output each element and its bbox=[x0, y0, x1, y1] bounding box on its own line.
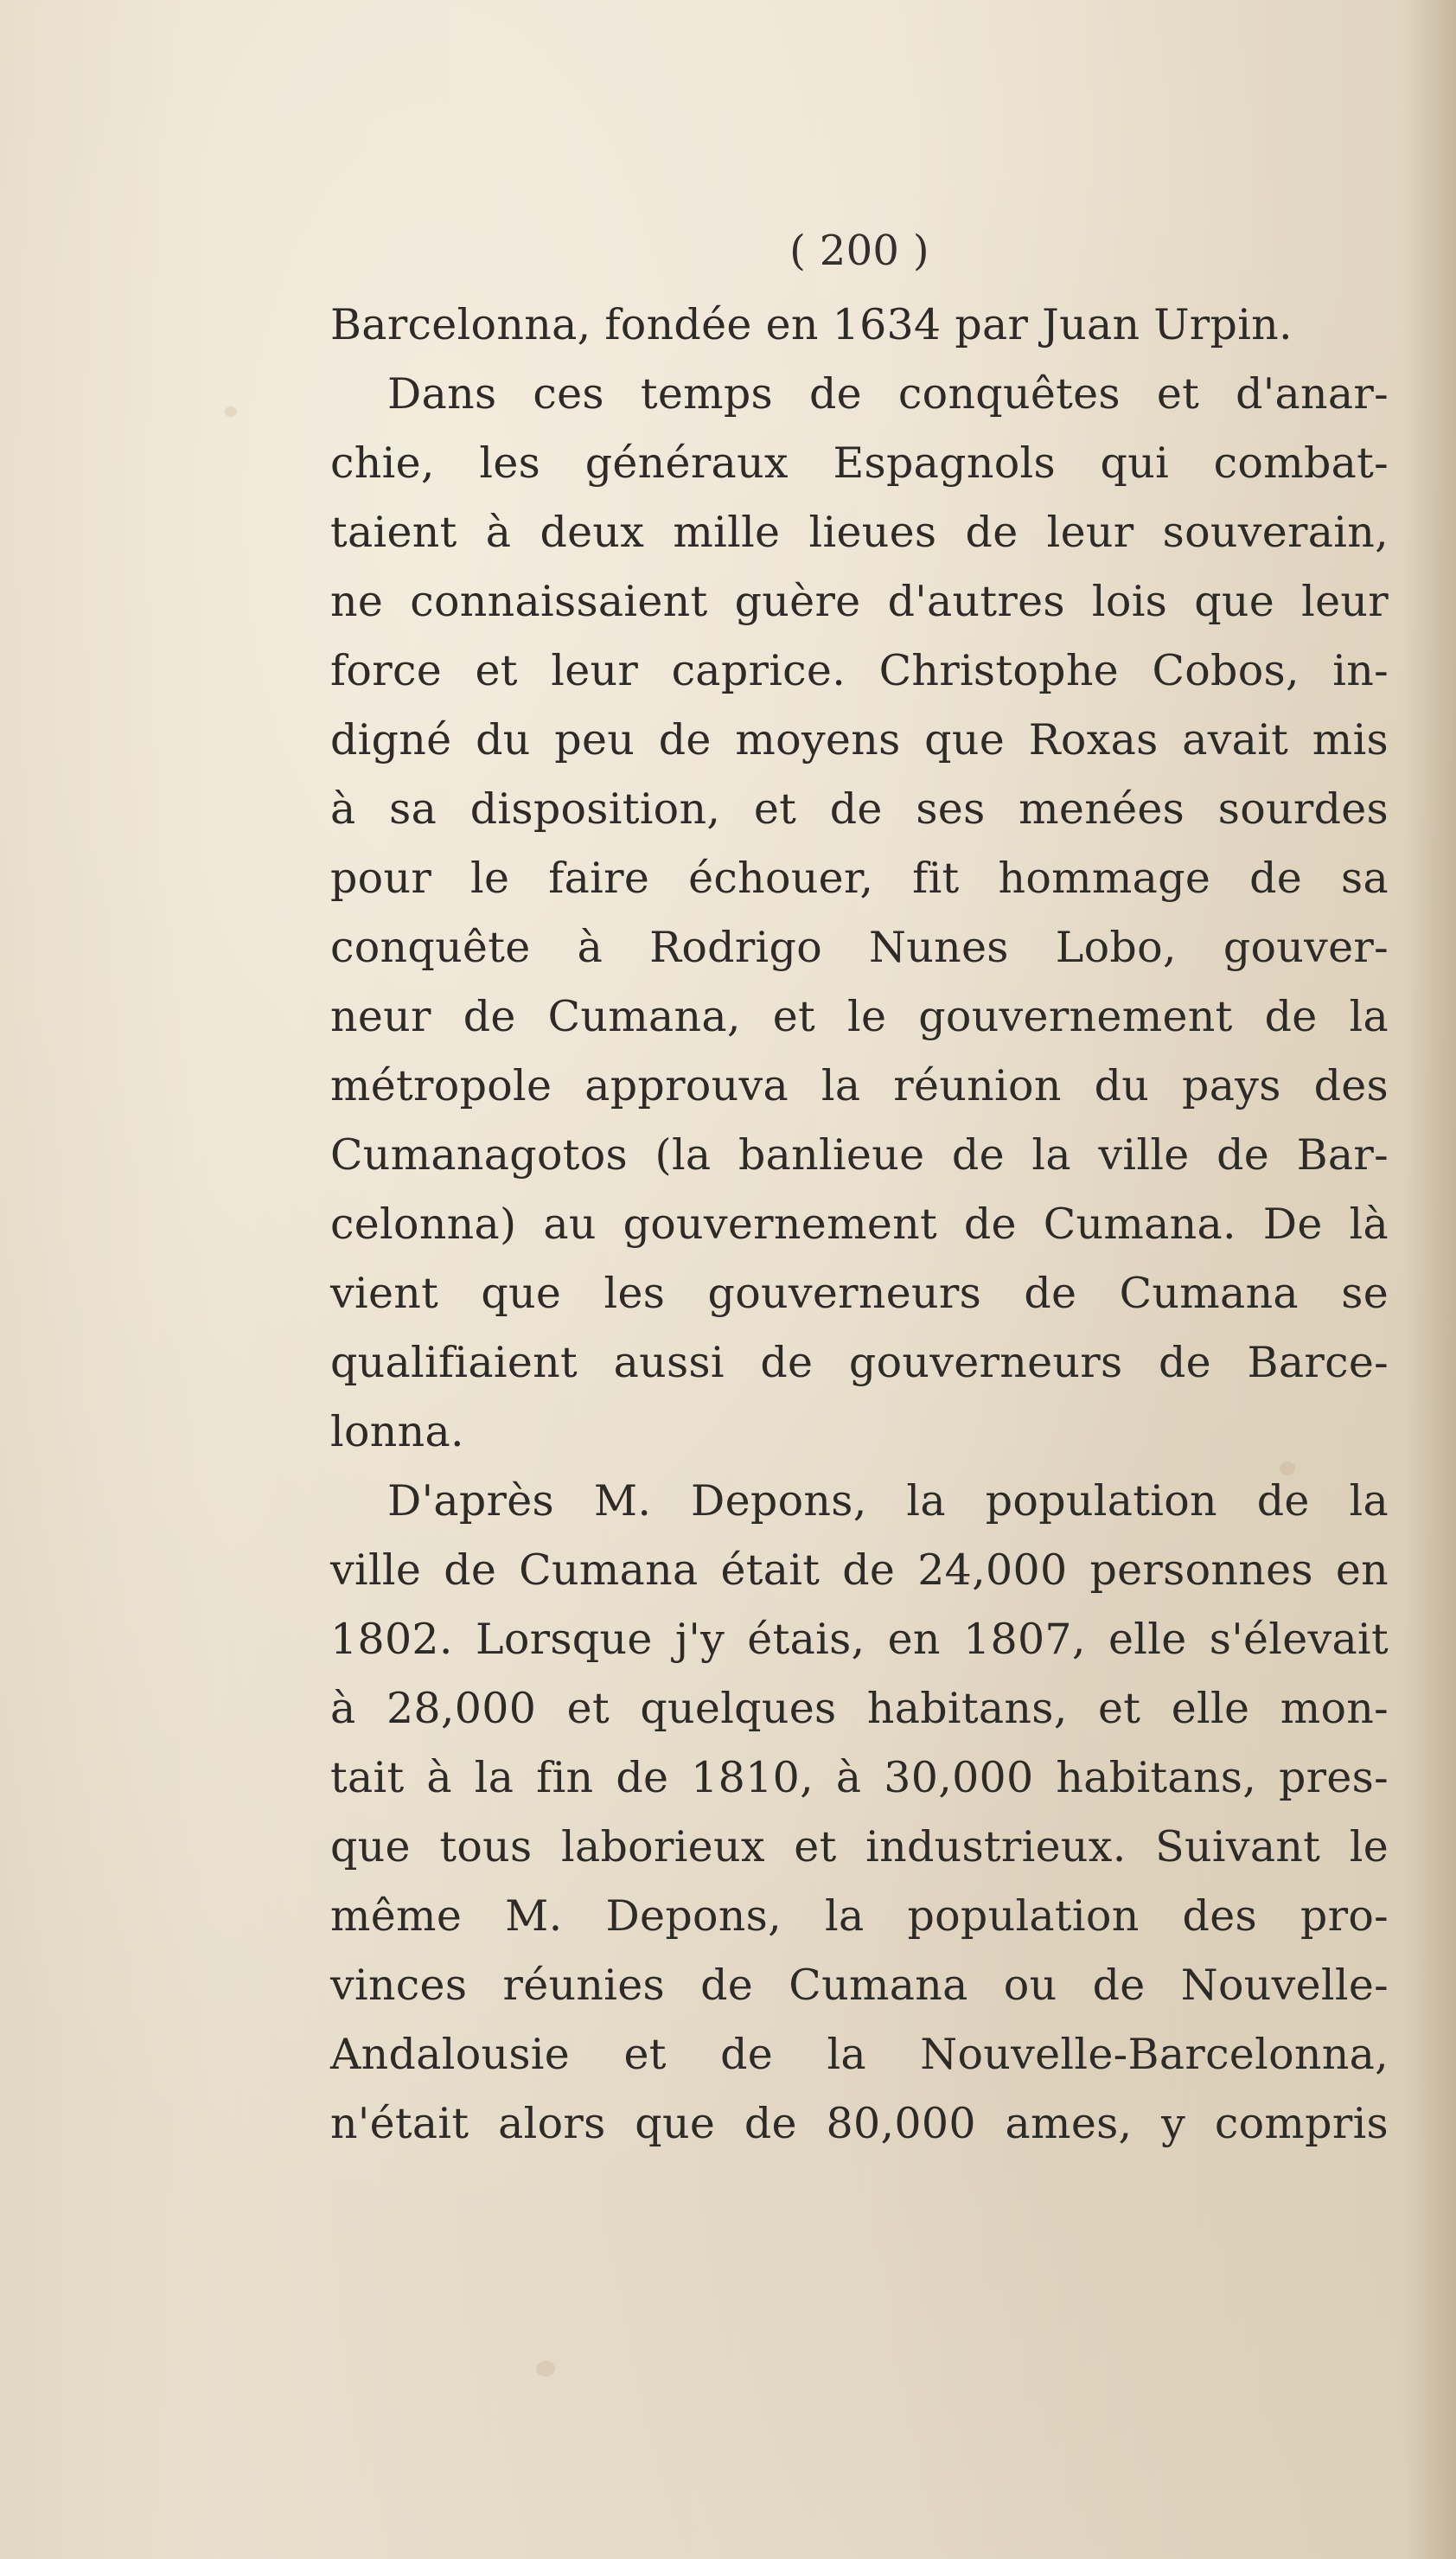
text-line: D'après M. Depons, la population de la bbox=[387, 1476, 1389, 1526]
paper-stain bbox=[225, 406, 237, 417]
text-line: qualifiaient aussi de gouverneurs de Barce- bbox=[330, 1338, 1389, 1387]
text-line: Barcelonna, fondée en 1634 par Juan Urpin. bbox=[330, 300, 1293, 349]
text-line: Dans ces temps de conquêtes et d'anar- bbox=[387, 369, 1389, 419]
text-line: que tous laborieux et industrieux. Suivant le bbox=[330, 1822, 1389, 1871]
text-line: métropole approuva la réunion du pays des bbox=[330, 1061, 1389, 1110]
text-line: vient que les gouverneurs de Cumana se bbox=[330, 1269, 1389, 1318]
page-text bbox=[330, 216, 1389, 2159]
text-line: digné du peu de moyens que Roxas avait mis bbox=[330, 715, 1389, 765]
paragraph-1 bbox=[330, 291, 1389, 360]
text-line: à 28,000 et quelques habitans, et elle mon- bbox=[330, 1684, 1389, 1733]
text-line: n'était alors que de 80,000 ames, y compris bbox=[330, 2099, 1389, 2148]
text-line: vinces réunies de Cumana ou de Nouvelle- bbox=[330, 1961, 1389, 2010]
page-number: ( 200 ) bbox=[789, 227, 929, 275]
text-line: lonna. bbox=[330, 1407, 464, 1456]
text-line: ville de Cumana était de 24,000 personnes en bbox=[330, 1545, 1389, 1595]
text-line: pour le faire échouer, fit hommage de sa bbox=[330, 854, 1389, 903]
text-line: tait à la fin de 1810, à 30,000 habitans, pres- bbox=[330, 1753, 1389, 1802]
text-line: celonna) au gouvernement de Cumana. De là bbox=[330, 1200, 1389, 1249]
text-line: chie, les généraux Espagnols qui combat- bbox=[330, 438, 1389, 488]
text-line: Cumanagotos (la banlieue de la ville de Bar- bbox=[330, 1130, 1389, 1180]
text-line: même M. Depons, la population des pro- bbox=[330, 1891, 1389, 1941]
text-line: 1802. Lorsque j'y étais, en 1807, elle s'élevait bbox=[330, 1615, 1389, 1664]
text-line: conquête à Rodrigo Nunes Lobo, gouver- bbox=[330, 923, 1389, 972]
text-line: à sa disposition, et de ses menées sourdes bbox=[330, 784, 1389, 834]
text-line: Andalousie et de la Nouvelle-Barcelonna, bbox=[330, 2030, 1389, 2079]
text-line: neur de Cumana, et le gouvernement de la bbox=[330, 992, 1389, 1041]
text-line: force et leur caprice. Christophe Cobos, in- bbox=[330, 646, 1389, 695]
text-line: ne connaissaient guère d'autres lois que leur bbox=[330, 577, 1389, 626]
paragraph-2 bbox=[330, 360, 1389, 1467]
paper-stain bbox=[536, 2361, 555, 2377]
paragraph-3 bbox=[330, 1467, 1389, 2159]
text-line: taient à deux mille lieues de leur souverain, bbox=[330, 508, 1389, 557]
page-edge-shadow bbox=[1404, 0, 1456, 2559]
